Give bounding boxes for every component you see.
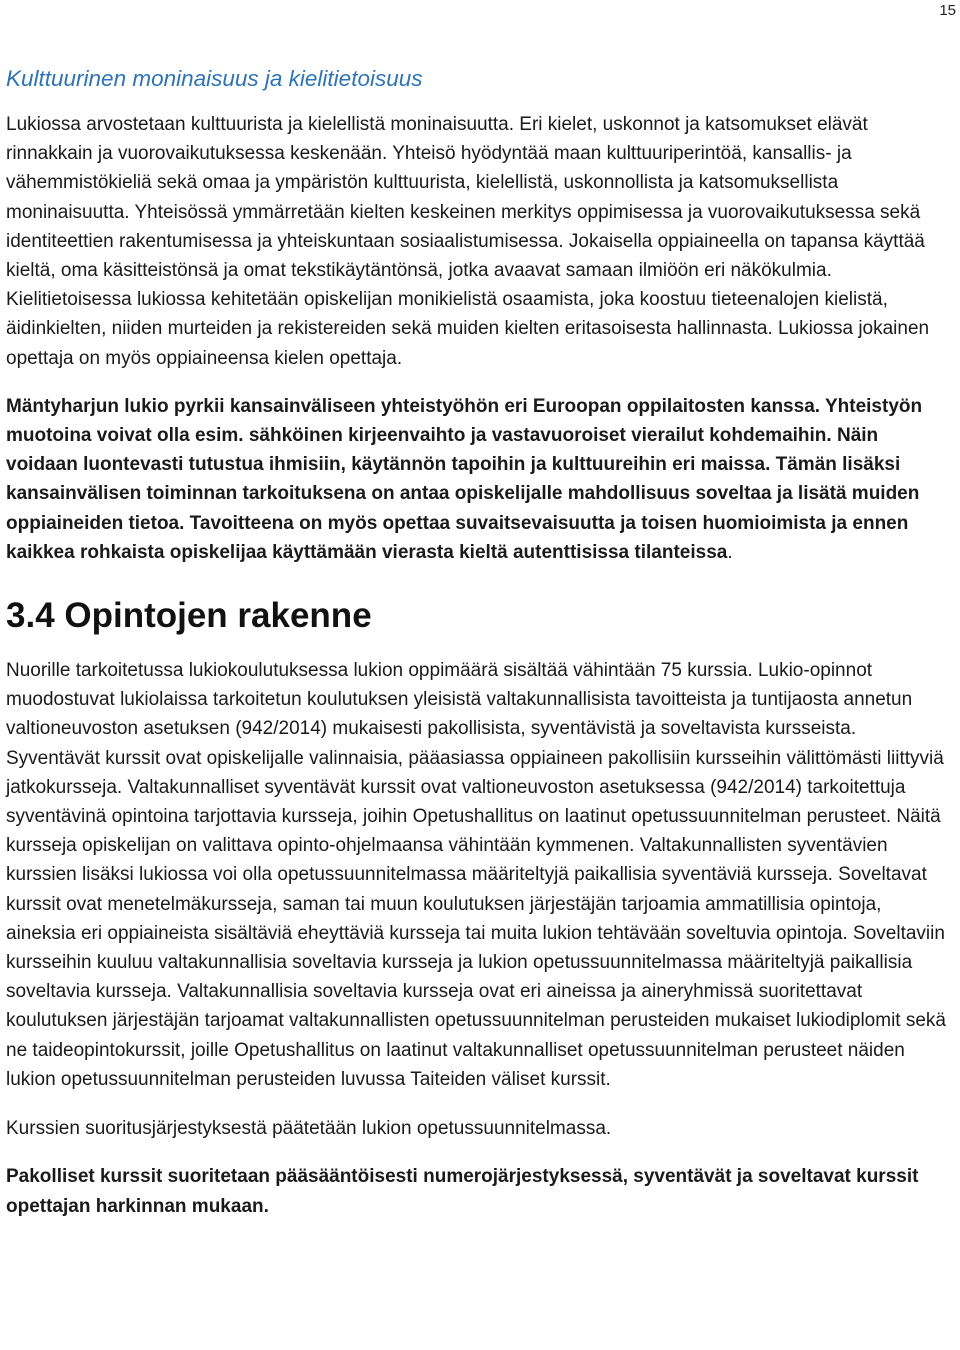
page-content: [6, 62, 952, 1221]
paragraph-multicultural-intro: Lukiossa arvostetaan kulttuurista ja kielellistä moninaisuutta. Eri kielet, uskonnot ja katsomukset elävät rinnakkain ja vuorovaikutuksessa keskenään. Yhteisö hyödyntää maan kulttuuriperintöä, kansallis- ja vähemmistökieliä sekä omaa ja ympäristön kulttuurista, kielellistä, uskonnollista ja katsomuksellista moninaisuutta. Yhteisössä ymmärretään kielten keskeinen merkitys oppimisessa ja vuorovaikutuksessa sekä identiteettien rakentumisessa ja yhteiskuntaan sosiaalistumisessa. Jokaisella oppiaineella on tapansa käyttää kieltä, oma käsitteistönsä ja omat tekstikäytäntönsä, jotka avaavat samaan ilmiöön eri näkökulmia. Kielitietoisessa lukiossa kehitetään opiskelijan monikielistä osaamista, joka koostuu tieteenalojen kielistä, äidinkielten, niiden murteiden ja rekistereiden sekä muiden kielten eritasoisesta hallinnasta. Lukiossa jokainen opettaja on myös oppiaineensa kielen opettaja.: [6, 114, 930, 369]
paragraph-mandatory-courses: Pakolliset kurssit suoritetaan pääsääntöisesti numerojärjestyksessä, syventävät ja soveltavat kurssit opettajan harkinnan mukaan.: [6, 1166, 919, 1217]
section-heading-multicultural: Kulttuurinen moninaisuus ja kielitietoisuus: [6, 66, 423, 91]
paragraph-international-cooperation: [6, 392, 952, 567]
page-number: 15: [939, 2, 956, 19]
paragraph-international-cooperation-bold: Mäntyharjun lukio pyrkii kansainväliseen yhteistyöhön eri Euroopan oppilaitosten kanssa. Yhteistyön muotoina voivat olla esim. sähköinen kirjeenvaihto ja vastavuoroiset vierailut kohdemaihin. Näin voidaan luontevasti tutustua ihmisiin, käytännön tapoihin ja kulttuureihin eri maissa. Tämän lisäksi kansainvälisen toiminnan tarkoituksena on antaa opiskelijalle mahdollisuus soveltaa ja lisätä muiden oppiaineiden tietoa. Tavoitteena on myös opettaa suvaitsevaisuutta ja toisen huomioimista ja ennen kaikkea rohkaista opiskelijaa käyttämään vierasta kieltä autenttisissa tilanteissa: [6, 395, 923, 563]
paragraph-course-order: Kurssien suoritusjärjestyksestä päätetään lukion opetussuunnitelmassa.: [6, 1118, 612, 1140]
section-heading-study-structure: 3.4 Opintojen rakenne: [6, 596, 372, 636]
paragraph-international-cooperation-end: .: [727, 541, 733, 563]
paragraph-study-structure: Nuorille tarkoitetussa lukiokoulutuksessa lukion oppimäärä sisältää vähintään 75 kurssia. Lukio-opinnot muodostuvat lukiolaissa tarkoitetun koulutuksen yleisistä valtakunnallisista tavoitteista ja tuntijaosta annetun valtioneuvoston asetuksen (942/2014) mukaisesti pakollisista, syventävistä ja soveltavista kursseista. Syventävät kurssit ovat opiskelijalle valinnaisia, pääasiassa oppiaineen pakollisiin kursseihin välittömästi liittyviä jatkokursseja. Valtakunnalliset syventävät kurssit ovat valtioneuvoston asetuksessa (942/2014) tarkoitettuja syventävinä opintoina tarjottavia kursseja, joihin Opetushallitus on laatinut opetussuunnitelman perusteet. Näitä kursseja opiskelijan on valittava opinto-ohjelmaansa vähintään kymmenen. Valtakunnallisten syventävien kurssien lisäksi lukiossa voi olla opetussuunnitelmassa määriteltyjä paikallisia syventäviä kursseja. Soveltavat kurssit ovat menetelmäkursseja, saman tai muun koulutuksen järjestäjän tarjoamia ammatillisia opintoja, aineksia eri oppiaineista sisältäviä eheyttäviä kursseja tai muita lukion tehtävään soveltuvia opintoja. Soveltaviin kursseihin kuuluu valtakunnallisia soveltavia kursseja ja lukion opetussuunnitelmassa määriteltyjä paikallisia soveltavia kursseja. Valtakunnallisia soveltavia kursseja ovat eri aineissa ja aineryhmissä suoritettavat koulutuksen järjestäjän tarjoamat valtakunnallisten opetussuunnitelman perusteiden mukaiset lukiodiplomit sekä ne taideopintokurssit, joille Opetushallitus on laatinut valtakunnalliset opetussuunnitelman perusteet näiden lukion opetussuunnitelman perusteiden luvussa Taiteiden väliset kurssit.: [6, 660, 946, 1090]
